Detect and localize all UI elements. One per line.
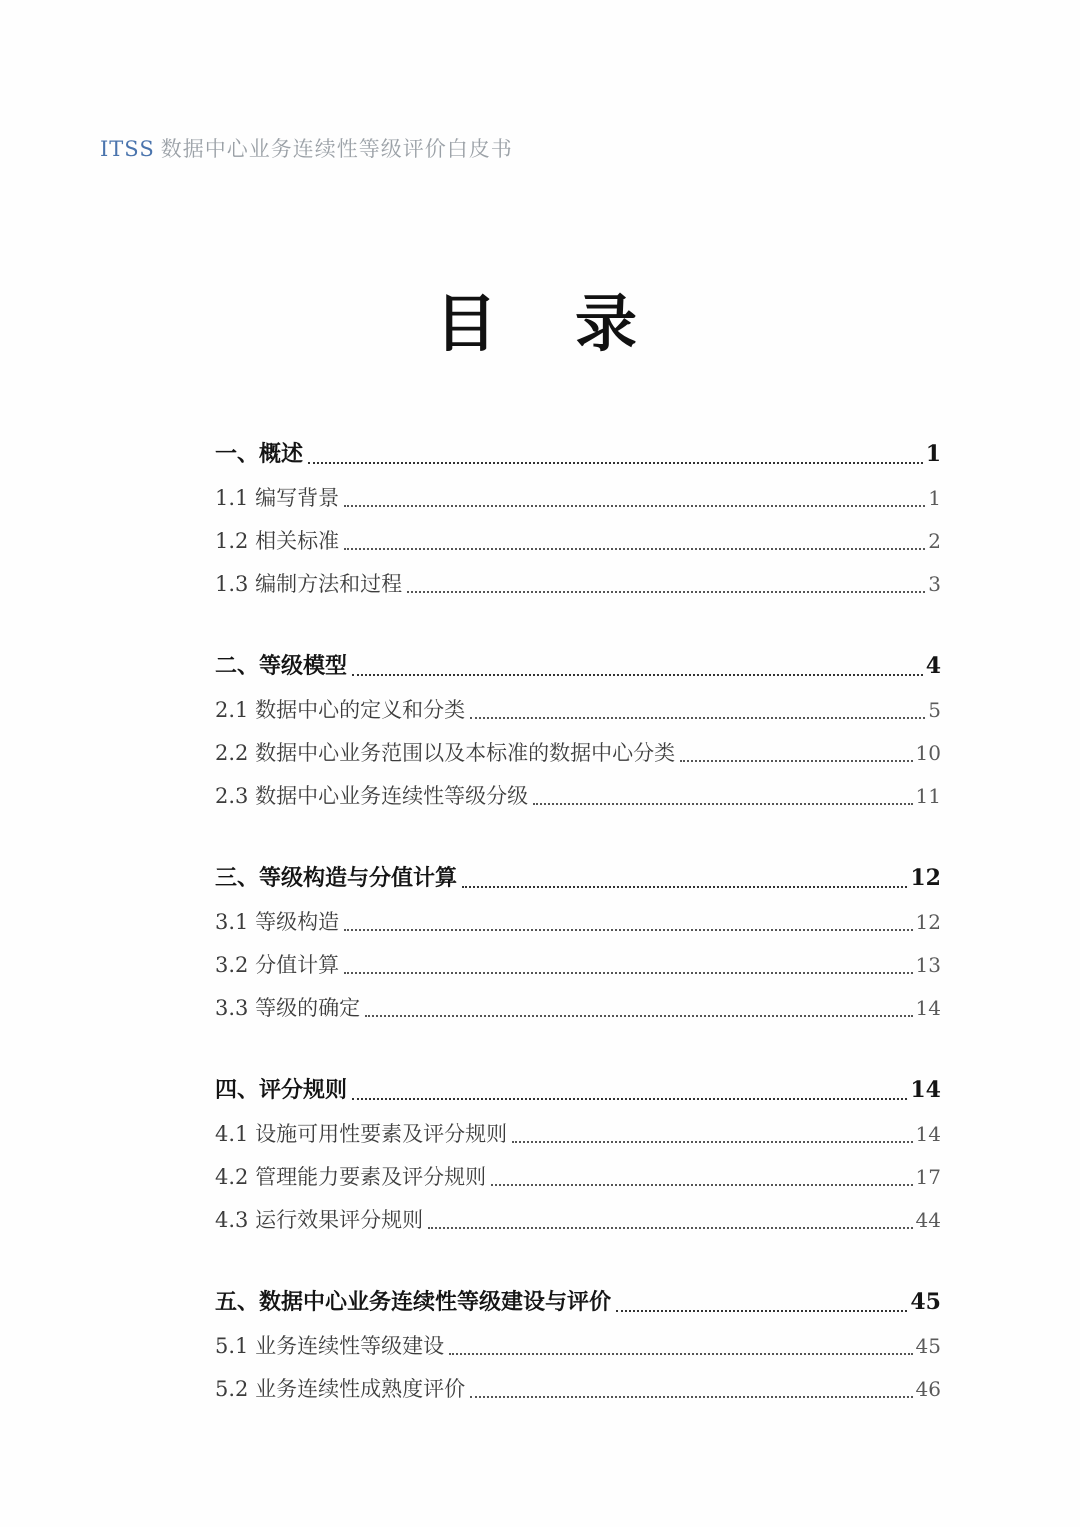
toc-entry-label: 4.1 设施可用性要素及评分规则 <box>215 1121 508 1146</box>
toc-entry <box>215 1281 941 1324</box>
toc-entry-label: 1.2 相关标准 <box>215 528 340 553</box>
dot-leader <box>428 1227 912 1229</box>
dot-leader <box>308 462 923 464</box>
toc-entry-page: 1 <box>928 486 941 510</box>
toc-entry-label: 2.2 数据中心业务范围以及本标准的数据中心分类 <box>215 740 676 765</box>
toc-group-5 <box>215 1281 941 1410</box>
toc-entry-label: 1.1 编写背景 <box>215 485 340 510</box>
toc-entry <box>215 1198 941 1241</box>
toc-group-2 <box>215 645 941 817</box>
toc-entry-page: 11 <box>915 784 941 808</box>
brand-text: ITSS <box>100 137 155 161</box>
toc-entry-label: 1.3 编制方法和过程 <box>215 571 403 596</box>
toc-group-1 <box>215 433 941 605</box>
toc-entry-page: 14 <box>915 1122 941 1146</box>
dot-leader <box>352 674 923 676</box>
dot-leader <box>462 886 907 888</box>
toc-entry-label: 二、等级模型 <box>215 652 348 679</box>
toc-entry <box>215 900 941 943</box>
dot-leader <box>344 972 912 974</box>
toc-entry-label: 5.1 业务连续性等级建设 <box>215 1333 445 1358</box>
toc-entry-page: 1 <box>925 440 941 467</box>
toc-entry-page: 13 <box>915 953 941 977</box>
dot-leader <box>470 717 925 719</box>
running-header <box>100 133 513 163</box>
toc-entry-page: 4 <box>925 652 941 679</box>
toc-entry <box>215 476 941 519</box>
toc-entry <box>215 943 941 986</box>
toc-entry <box>215 731 941 774</box>
toc-entry-label: 3.2 分值计算 <box>215 952 340 977</box>
toc-entry-page: 3 <box>928 572 941 596</box>
toc-entry-page: 17 <box>915 1165 941 1189</box>
dot-leader <box>365 1015 912 1017</box>
header-title: 数据中心业务连续性等级评价白皮书 <box>160 137 513 161</box>
toc-entry-label: 2.1 数据中心的定义和分类 <box>215 697 466 722</box>
dot-leader <box>449 1353 912 1355</box>
toc-page-title: 目 录 <box>434 287 645 360</box>
toc-entry-page: 45 <box>915 1334 941 1358</box>
dot-leader <box>533 803 912 805</box>
toc-entry-page: 5 <box>928 698 941 722</box>
toc-entry <box>215 986 941 1029</box>
toc-entry <box>215 562 941 605</box>
toc-entry-label: 2.3 数据中心业务连续性等级分级 <box>215 783 529 808</box>
toc-entry-page: 14 <box>915 996 941 1020</box>
toc-entry-label: 4.2 管理能力要素及评分规则 <box>215 1164 487 1189</box>
dot-leader <box>491 1184 912 1186</box>
toc-entry <box>215 1112 941 1155</box>
toc-entry <box>215 433 941 476</box>
toc-entry <box>215 688 941 731</box>
toc-entry-label: 3.1 等级构造 <box>215 909 340 934</box>
toc-entry-page: 44 <box>915 1208 941 1232</box>
toc-entry-label: 四、评分规则 <box>215 1076 348 1103</box>
toc-entry-page: 45 <box>910 1288 941 1315</box>
dot-leader <box>512 1141 912 1143</box>
toc-entry <box>215 645 941 688</box>
dot-leader <box>352 1098 907 1100</box>
dot-leader <box>407 591 925 593</box>
toc-entry-label: 五、数据中心业务连续性等级建设与评价 <box>215 1288 612 1315</box>
toc-group-3 <box>215 857 941 1029</box>
toc-entry-page: 10 <box>915 741 941 765</box>
toc-group-4 <box>215 1069 941 1241</box>
table-of-contents <box>215 433 941 1450</box>
toc-entry-label: 3.3 等级的确定 <box>215 995 361 1020</box>
toc-entry <box>215 519 941 562</box>
toc-entry-label: 5.2 业务连续性成熟度评价 <box>215 1376 466 1401</box>
toc-entry <box>215 857 941 900</box>
toc-entry-label: 三、等级构造与分值计算 <box>215 864 458 891</box>
toc-entry-page: 46 <box>915 1377 941 1401</box>
toc-entry-page: 2 <box>928 529 941 553</box>
toc-entry <box>215 1069 941 1112</box>
toc-entry <box>215 1367 941 1410</box>
dot-leader <box>344 505 925 507</box>
toc-entry-label: 4.3 运行效果评分规则 <box>215 1207 424 1232</box>
dot-leader <box>470 1396 912 1398</box>
toc-entry-label: 一、概述 <box>215 440 304 467</box>
dot-leader <box>616 1310 907 1312</box>
dot-leader <box>680 760 912 762</box>
toc-entry-page: 12 <box>910 864 941 891</box>
toc-entry-page: 12 <box>915 910 941 934</box>
toc-entry <box>215 774 941 817</box>
toc-entry <box>215 1324 941 1367</box>
toc-entry <box>215 1155 941 1198</box>
toc-entry-page: 14 <box>910 1076 941 1103</box>
dot-leader <box>344 929 912 931</box>
dot-leader <box>344 548 925 550</box>
